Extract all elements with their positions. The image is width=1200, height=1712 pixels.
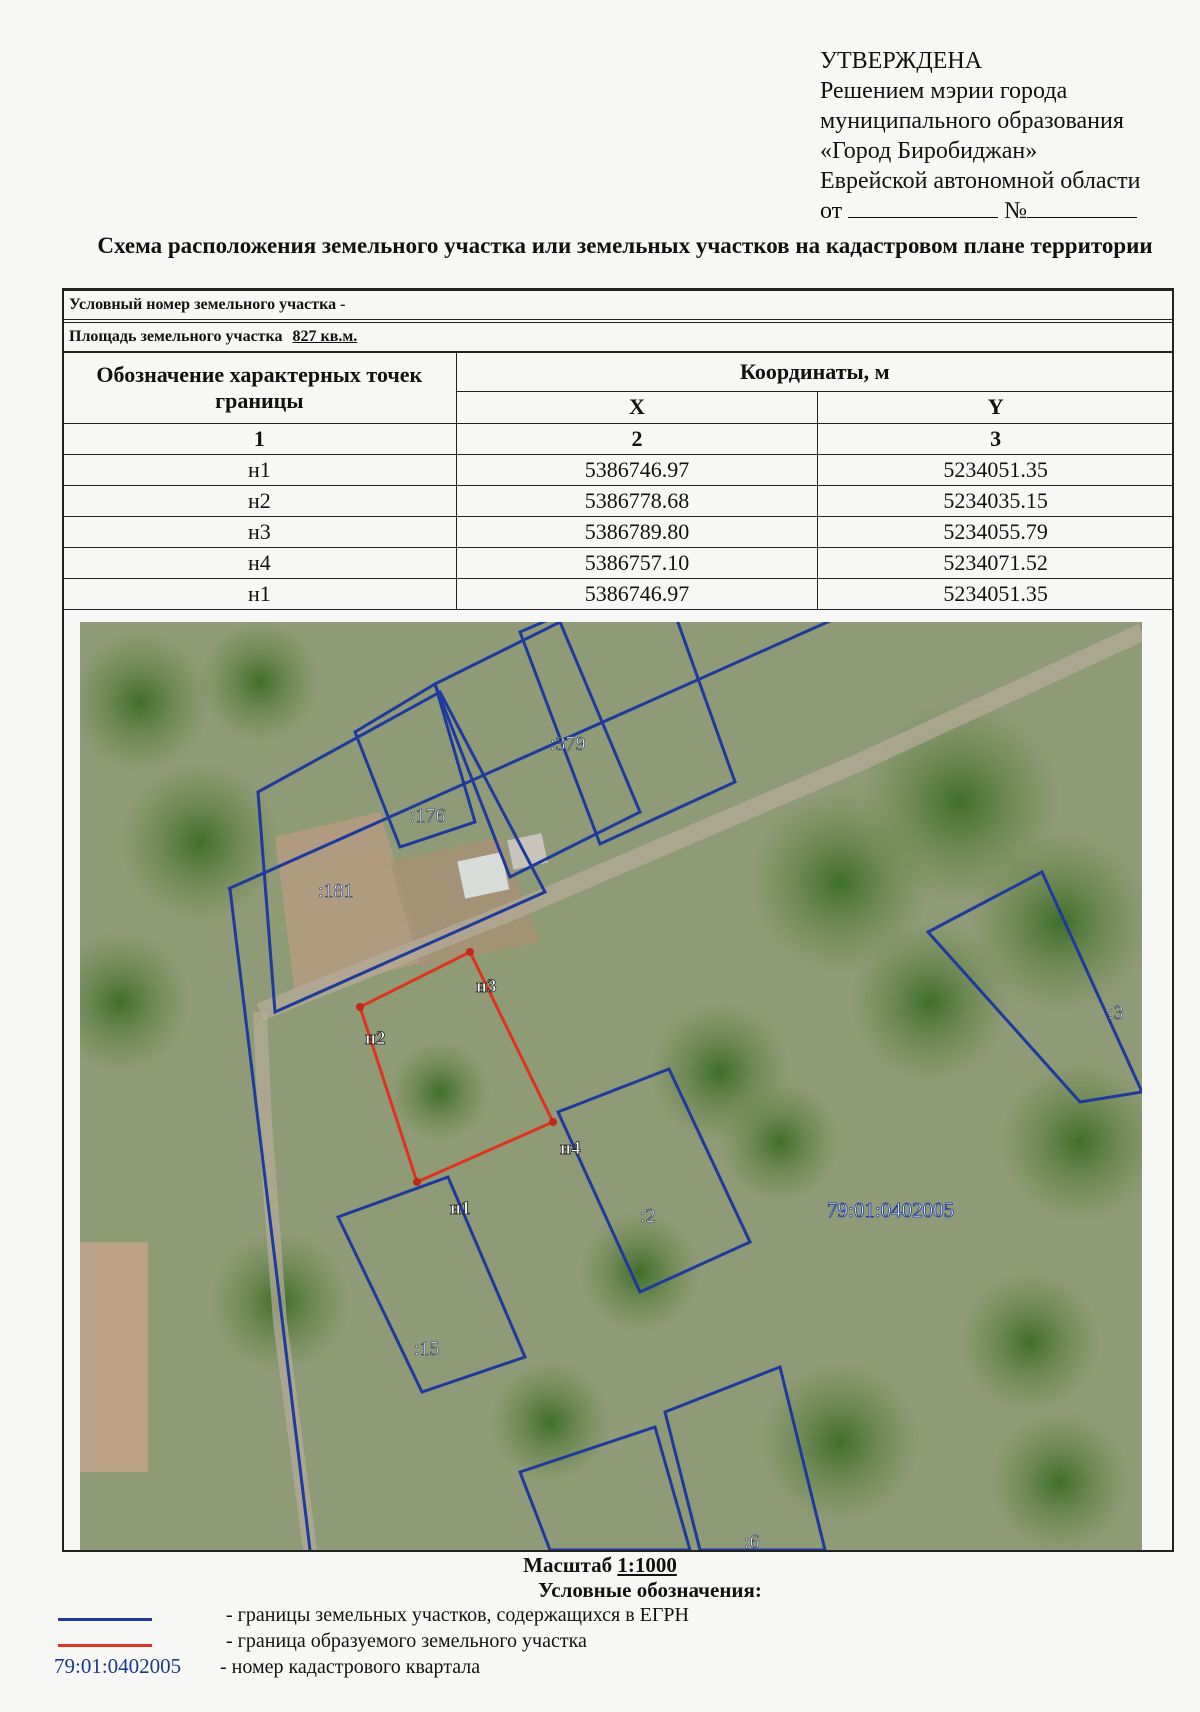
point-y: 5234071.52 <box>818 548 1174 579</box>
table-row <box>63 548 1174 579</box>
parcel-area-row <box>62 322 1174 352</box>
scale-value: 1:1000 <box>617 1553 677 1577</box>
col-coords-header: Координаты, м <box>456 353 1173 392</box>
table-row <box>63 455 1174 486</box>
point-name: н1 <box>63 455 457 486</box>
point-name: н3 <box>63 517 457 548</box>
approval-line: Решением мэрии города <box>820 78 1068 104</box>
point-y: 5234051.35 <box>818 579 1174 610</box>
number-blank <box>1027 197 1137 218</box>
point-name: н4 <box>63 548 457 579</box>
parcel-label: :6 <box>744 1531 760 1550</box>
approval-line: «Город Биробиджан» <box>820 138 1038 164</box>
table-row <box>63 517 1174 548</box>
parcel-label: :181 <box>318 880 354 902</box>
scale-label: Масштаб <box>523 1553 613 1577</box>
legend-title: Условные обозначения: <box>538 1578 762 1602</box>
table-row <box>63 579 1174 610</box>
legend-blue-line <box>58 1618 152 1621</box>
col-number: 1 <box>63 424 457 455</box>
col-point-header: Обозначение характерных точек границы <box>63 353 457 424</box>
col-number: 3 <box>818 424 1174 455</box>
date-prefix: от <box>820 198 843 224</box>
point-name: н2 <box>63 486 457 517</box>
point-x: 5386746.97 <box>456 455 818 486</box>
point-marker <box>466 948 474 956</box>
legend-text: - границы земельных участков, содержащихся в ЕГРН <box>226 1604 689 1626</box>
bare-plot <box>80 1242 148 1472</box>
approval-heading: УТВЕРЖДЕНА <box>820 48 983 74</box>
number-sign: № <box>1004 198 1028 224</box>
parcel-label: :176 <box>410 805 446 827</box>
approval-line: муниципального образования <box>820 108 1124 134</box>
legend-text: - номер кадастрового квартала <box>220 1656 481 1678</box>
point-label: н3 <box>476 976 497 997</box>
point-label: н4 <box>560 1138 581 1159</box>
parcel-label: :379 <box>550 733 586 755</box>
parcel-number-row <box>62 290 1174 320</box>
table-row <box>63 486 1174 517</box>
point-marker <box>356 1003 364 1011</box>
point-marker <box>413 1178 421 1186</box>
approval-date-line <box>820 196 1190 226</box>
parcel-number-label: Условный номер земельного участка - <box>69 296 346 313</box>
map-canvas <box>80 622 1142 1550</box>
point-x: 5386746.97 <box>456 579 818 610</box>
point-y: 5234051.35 <box>818 455 1174 486</box>
parcel-area-value: 827 кв.м. <box>292 328 358 345</box>
document-title: Схема расположения земельного участка или земельных участков на кадастровом плане территории <box>97 233 1153 258</box>
point-x: 5386789.80 <box>456 517 818 548</box>
approval-line: Еврейской автономной области <box>820 168 1141 194</box>
col-number: 2 <box>456 424 818 455</box>
point-y: 5234035.15 <box>818 486 1174 517</box>
point-x: 5386757.10 <box>456 548 818 579</box>
point-x: 5386778.68 <box>456 486 818 517</box>
parcel-area-label: Площадь земельного участка <box>69 328 283 345</box>
legend-text: - граница образуемого земельного участка <box>226 1630 587 1652</box>
scale-line <box>0 1552 1200 1578</box>
point-label: н1 <box>450 1198 471 1219</box>
parcel-label: :3 <box>1108 1002 1124 1024</box>
date-blank <box>848 197 998 218</box>
coordinates-table <box>62 352 1174 610</box>
approval-block <box>820 46 1190 226</box>
point-name: н1 <box>63 579 457 610</box>
legend-red-line <box>58 1644 152 1647</box>
col-y-header: Y <box>818 391 1174 423</box>
quarter-label: 79:01:0402005 <box>827 1198 955 1222</box>
legend-quarter-code: 79:01:0402005 <box>54 1654 182 1678</box>
parcel-label: :2 <box>640 1205 656 1227</box>
point-label: н2 <box>365 1028 386 1049</box>
cadastral-map <box>80 622 1142 1550</box>
point-y: 5234055.79 <box>818 517 1174 548</box>
point-marker <box>549 1118 557 1126</box>
col-x-header: X <box>456 391 818 423</box>
parcel-label: :15 <box>414 1338 440 1360</box>
